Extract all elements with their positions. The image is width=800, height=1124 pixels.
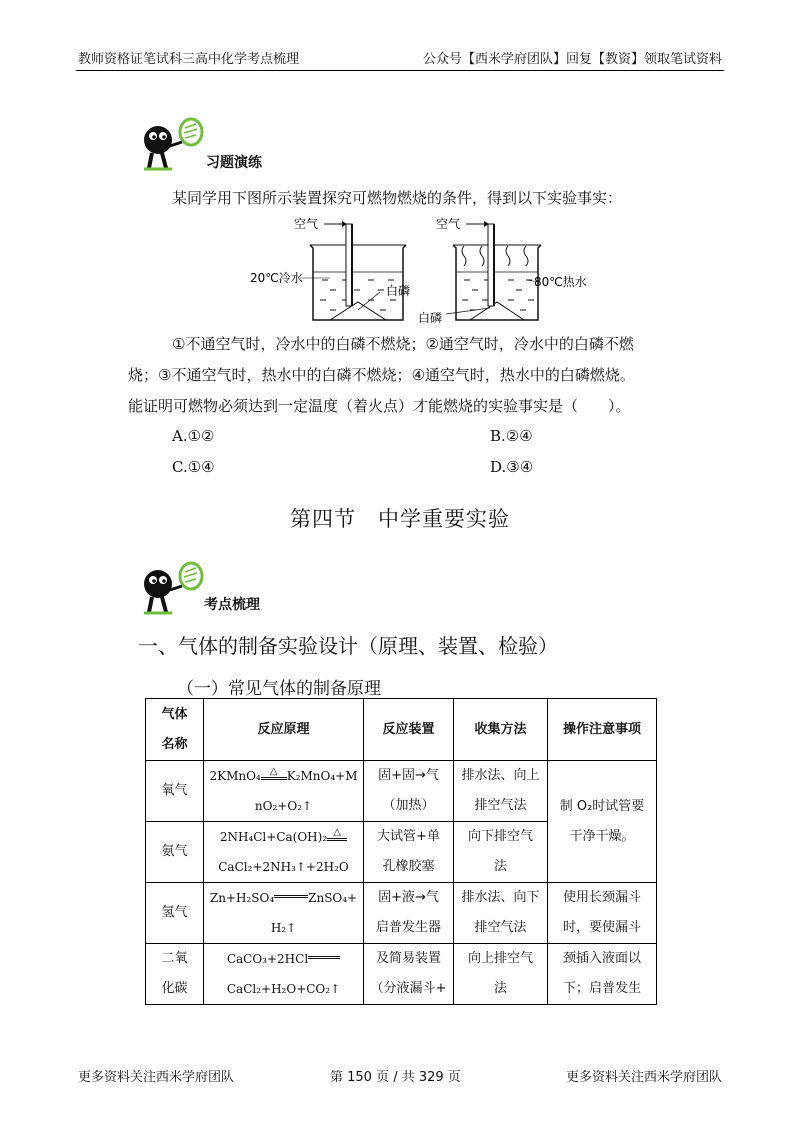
page-number: 第 150 页 / 共 329 页: [330, 1070, 461, 1085]
mascot-magnifier-icon: [138, 116, 206, 172]
hot-water-label: 80℃热水: [534, 275, 587, 289]
cell-note-co2: 颈插入液面以 下；启普发生: [548, 944, 657, 1005]
header-rule: [76, 70, 724, 71]
cell-device-hydrogen: 固+液→气 启普发生器: [364, 883, 454, 944]
option-c[interactable]: C.①④: [172, 458, 215, 476]
cell-device-ammonia: 大试管+单 孔橡胶塞: [364, 822, 454, 883]
cell-gas-hydrogen: 氢气: [146, 883, 204, 944]
cell-gas-co2: 二氧 化碳: [146, 944, 204, 1005]
table-row: [146, 883, 657, 944]
cell-gas-oxygen: 氧气: [146, 761, 204, 822]
left-air-label: 空气: [294, 217, 319, 231]
exercise-intro: 某同学用下图所示装置探究可燃物燃烧的条件，得到以下实验事实：: [172, 189, 623, 207]
cell-eq-oxygen: 2KMnO₄ △ K₂MnO₄+M nO₂+O₂↑: [204, 761, 364, 822]
experiment-figure: [250, 210, 590, 328]
section-title: 第四节 中学重要实验: [290, 507, 510, 531]
facts-line-2: 烧；③不通空气时，热水中的白磷不燃烧；④通空气时，热水中的白磷燃烧。: [128, 366, 635, 384]
table-header-row: [146, 699, 657, 761]
review-label: 考点梳理: [204, 597, 260, 613]
header-notes: 操作注意事项: [548, 699, 657, 761]
right-beaker: [418, 216, 587, 325]
left-beaker: [250, 216, 410, 320]
header-gas-name: 气体 名称: [146, 699, 204, 761]
gas-preparation-table: [145, 698, 657, 1005]
header-device: 反应装置: [364, 699, 454, 761]
table-row: [146, 944, 657, 1005]
right-white-phosphorus-label: 白磷: [418, 311, 443, 325]
mascot-magnifier-icon: [138, 560, 206, 616]
heading-1: 一、气体的制备实验设计（原理、装置、检验）: [138, 634, 558, 658]
left-white-phosphorus-label: 白磷: [386, 284, 411, 298]
cold-water-label: 20℃冷水: [250, 271, 303, 285]
question-text: 能证明可燃物必须达到一定温度（着火点）才能燃烧的实验事实是（ ）。: [128, 397, 631, 415]
header-left-text: 教师资格证笔试科三高中化学考点梳理: [78, 52, 300, 67]
footer-right-text: 更多资料关注西米学府团队: [565, 1070, 722, 1085]
header-principle: 反应原理: [204, 699, 364, 761]
cell-note-o2: 制 O₂时试管要 干净干燥。: [548, 761, 657, 883]
right-air-label: 空气: [436, 217, 461, 231]
header-collect: 收集方法: [454, 699, 548, 761]
cell-gas-ammonia: 氨气: [146, 822, 204, 883]
heading-2: （一）常见气体的制备原理: [177, 679, 381, 699]
exercise-label: 习题演练: [206, 155, 262, 171]
cell-collect-ammonia: 向下排空气 法: [454, 822, 548, 883]
cell-collect-hydrogen: 排水法、向下 排空气法: [454, 883, 548, 944]
footer-left-text: 更多资料关注西米学府团队: [78, 1070, 235, 1085]
cell-eq-ammonia: 2NH₄Cl+Ca(OH)₂ △ CaCl₂+2NH₃↑+2H₂O: [204, 822, 364, 883]
cell-eq-co2: CaCO₃+2HCl CaCl₂+H₂O+CO₂↑: [204, 944, 364, 1005]
facts-line-1: ①不通空气时，冷水中的白磷不燃烧；②通空气时，冷水中的白磷不燃: [172, 335, 634, 353]
option-a[interactable]: A.①②: [172, 427, 215, 445]
option-b[interactable]: B.②④: [490, 427, 533, 445]
cell-device-co2: 及简易装置 （分液漏斗+: [364, 944, 454, 1005]
cell-collect-co2: 向上排空气 法: [454, 944, 548, 1005]
header-right-text: 公众号【西米学府团队】回复【教资】领取笔试资料: [422, 52, 722, 67]
cell-note-hydrogen: 使用长颈漏斗 时，要使漏斗: [548, 883, 657, 944]
option-d[interactable]: D.③④: [490, 458, 534, 476]
cell-eq-hydrogen: Zn+H₂SO₄ ZnSO₄+ H₂↑: [204, 883, 364, 944]
table-row: [146, 761, 657, 822]
cell-collect-oxygen: 排水法、向上 排空气法: [454, 761, 548, 822]
cell-device-oxygen: 固+固→气 （加热）: [364, 761, 454, 822]
